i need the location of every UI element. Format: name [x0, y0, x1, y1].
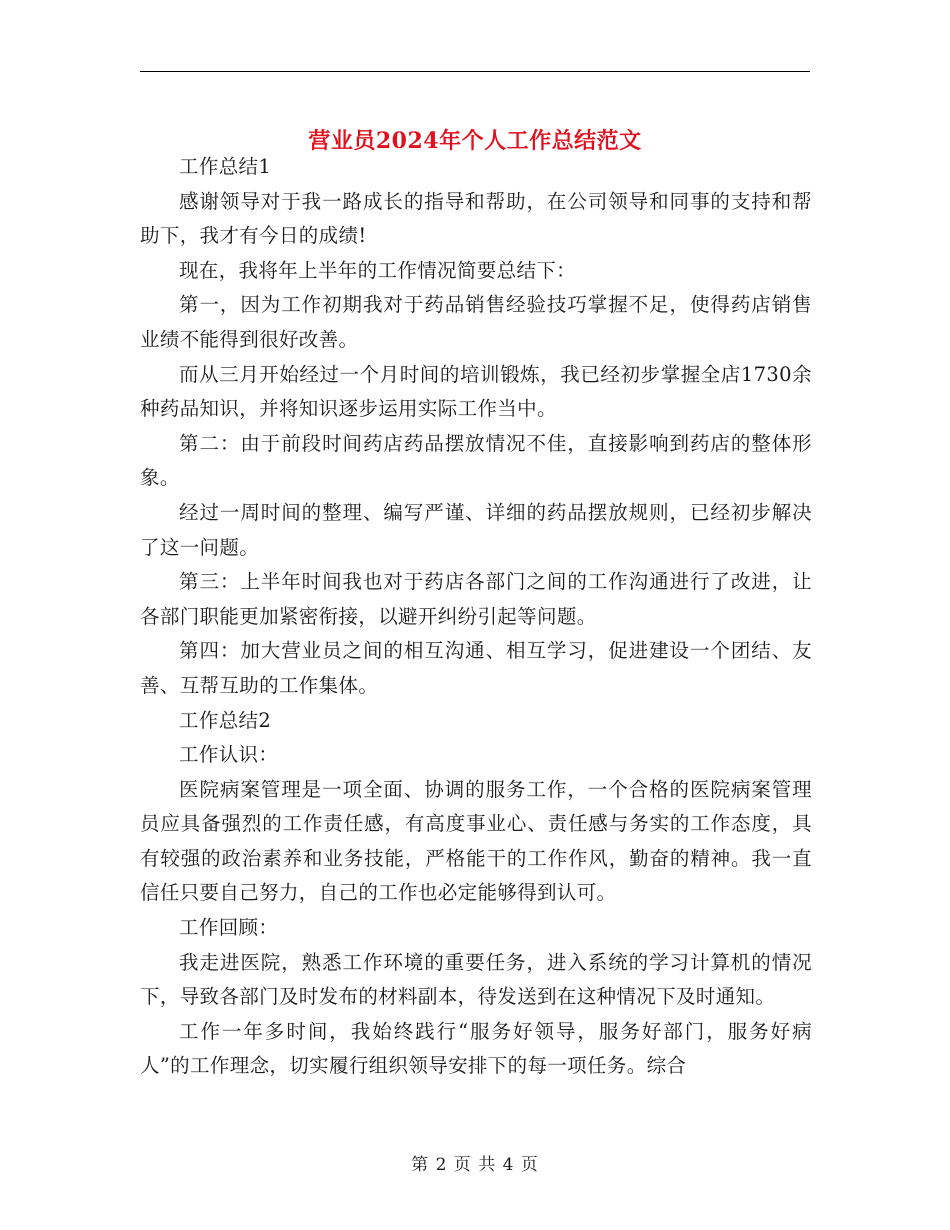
- paragraph: 第三：上半年时间我也对于药店各部门之间的工作沟通进行了改进，让各部门职能更加紧密衔接，以避开纠纷引起等问题。: [140, 570, 812, 628]
- paragraph: 而从三月开始经过一个月时间的培训锻炼，我已经初步掌握全店1730余种药品知识，并将知识逐步运用实际工作当中。: [140, 362, 812, 421]
- page-number: 第 2 页 共 4 页: [411, 1155, 539, 1175]
- paragraph: 经过一周时间的整理、编写严谨、详细的药品摆放规则，已经初步解决了这一问题。: [140, 500, 812, 559]
- header-rule: [140, 71, 810, 72]
- paragraph: 第一，因为工作初期我对于药品销售经验技巧掌握不足，使得药店销售业绩不能得到很好改善。: [140, 293, 812, 351]
- paragraph: 工作一年多时间，我始终践行“服务好领导，服务好部门，服务好病人”的工作理念，切实履行组织领导安排下的每一项任务。综合: [140, 1019, 812, 1078]
- paragraph: 现在，我将年上半年的工作情况简要总结下：: [179, 258, 577, 282]
- paragraph: 第四：加大营业员之间的相互沟通、相互学习，促进建设一个团结、友善、互帮互助的工作集体。: [140, 639, 812, 697]
- paragraph: 第二：由于前段时间药店药品摆放情况不佳，直接影响到药店的整体形象。: [140, 431, 812, 490]
- paragraph: 感谢领导对于我一路成长的指导和帮助，在公司领导和同事的支持和帮助下，我才有今日的成绩!: [140, 189, 812, 248]
- document-title: 营业员2024年个人工作总结范文: [308, 127, 642, 154]
- paragraph: 工作认识：: [179, 743, 279, 767]
- document-body: [140, 150, 812, 1084]
- paragraph: 医院病案管理是一项全面、协调的服务工作，一个合格的医院病案管理员应具备强烈的工作责任感，有高度事业心、责任感与务实的工作态度，具有较强的政治素养和业务技能，严格能干的工作作风，勤奋的精神。我一直信任只要自己努力，自己的工作也必定能够得到认可。: [140, 777, 812, 905]
- paragraph: 我走进医院，熟悉工作环境的重要任务，进入系统的学习计算机的情况下，导致各部门及时发布的材料副本，待发送到在这种情况下及时通知。: [140, 950, 812, 1009]
- paragraph: 工作回顾：: [179, 916, 279, 940]
- paragraph: 工作总结2: [179, 708, 272, 732]
- paragraph: 工作总结1: [179, 155, 272, 178]
